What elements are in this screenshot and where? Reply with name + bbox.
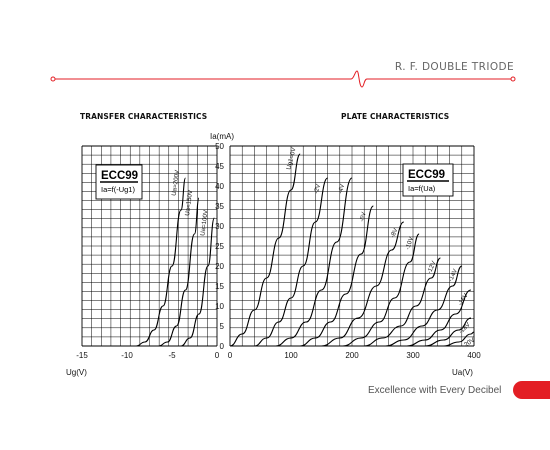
plate-plot bbox=[228, 146, 481, 360]
plate-y-axis-title: Ia(mA) bbox=[210, 132, 234, 141]
plate-series-curve bbox=[230, 154, 300, 346]
transfer-x-axis-title: Ug(V) bbox=[66, 368, 87, 377]
transfer-x-tick-label: 0 bbox=[214, 351, 220, 360]
plate-series-label: -10V bbox=[404, 236, 416, 251]
transfer-series-curve bbox=[136, 178, 186, 346]
plate-series-label: -16V bbox=[456, 292, 470, 308]
plate-x-axis-title: Ua(V) bbox=[452, 368, 473, 377]
plate-y-tick-label: 35 bbox=[215, 202, 224, 211]
plate-series-label: Ug1=0V bbox=[285, 146, 298, 171]
plate-y-tick-label: 0 bbox=[219, 342, 224, 351]
plate-y-tick-label: 40 bbox=[215, 182, 224, 191]
plate-y-tick-label: 45 bbox=[215, 162, 224, 171]
plate-series-label: -14V bbox=[447, 268, 460, 283]
plate-series-label: -20V bbox=[461, 336, 477, 350]
plate-x-tick-label: 400 bbox=[467, 351, 481, 360]
transfer-chart-title: TRANSFER CHARACTERISTICS bbox=[80, 112, 208, 121]
plate-legend-title: ECC99 bbox=[408, 169, 446, 181]
plate-x-tick-label: 0 bbox=[227, 351, 233, 360]
plate-y-tick-label: 25 bbox=[215, 242, 224, 251]
plate-series-curve bbox=[300, 206, 373, 346]
transfer-series-label: Ua=150V bbox=[184, 189, 195, 217]
footer-tagline: Excellence with Every Decibel bbox=[368, 385, 502, 396]
plate-series-curve bbox=[322, 222, 404, 346]
transfer-x-tick-label: -10 bbox=[121, 351, 133, 360]
plate-y-tick-label: 10 bbox=[215, 302, 224, 311]
plate-chart-title: PLATE CHARACTERISTICS bbox=[341, 112, 450, 121]
transfer-series-label: Ua=200V bbox=[170, 169, 182, 197]
plate-series-curve bbox=[276, 178, 352, 346]
transfer-x-tick-label: -5 bbox=[168, 351, 176, 360]
plate-y-tick-label: 20 bbox=[215, 262, 224, 271]
plate-series-label: -12V bbox=[425, 260, 438, 275]
plate-series-label: -6V bbox=[358, 211, 368, 223]
plate-y-tick-label: 50 bbox=[215, 142, 224, 151]
plate-legend-subtitle: Ia=f(Ua) bbox=[408, 184, 436, 193]
plate-series-curve bbox=[343, 234, 419, 346]
transfer-legend-title: ECC99 bbox=[101, 170, 139, 182]
plate-series-label: -8V bbox=[389, 227, 400, 239]
plate-x-tick-label: 200 bbox=[345, 351, 359, 360]
transfer-legend-subtitle: Ia=f(-Ug1) bbox=[101, 185, 135, 194]
plate-y-tick-label: 15 bbox=[215, 282, 224, 291]
transfer-series-label: Ua=100V bbox=[199, 209, 210, 237]
plate-series-label: -2V bbox=[312, 183, 323, 195]
plate-y-tick-label: 30 bbox=[215, 222, 224, 231]
transfer-x-tick-label: -15 bbox=[76, 351, 88, 360]
transfer-plot bbox=[76, 146, 220, 360]
page-title: R. F. DOUBLE TRIODE bbox=[394, 61, 514, 73]
plate-series-label: -4V bbox=[337, 183, 347, 195]
plate-y-tick-label: 5 bbox=[219, 322, 224, 331]
plate-x-tick-label: 100 bbox=[284, 351, 298, 360]
plate-series-label: -18V bbox=[457, 321, 472, 336]
footer-accent-tab bbox=[513, 381, 550, 399]
plate-x-tick-label: 300 bbox=[406, 351, 420, 360]
